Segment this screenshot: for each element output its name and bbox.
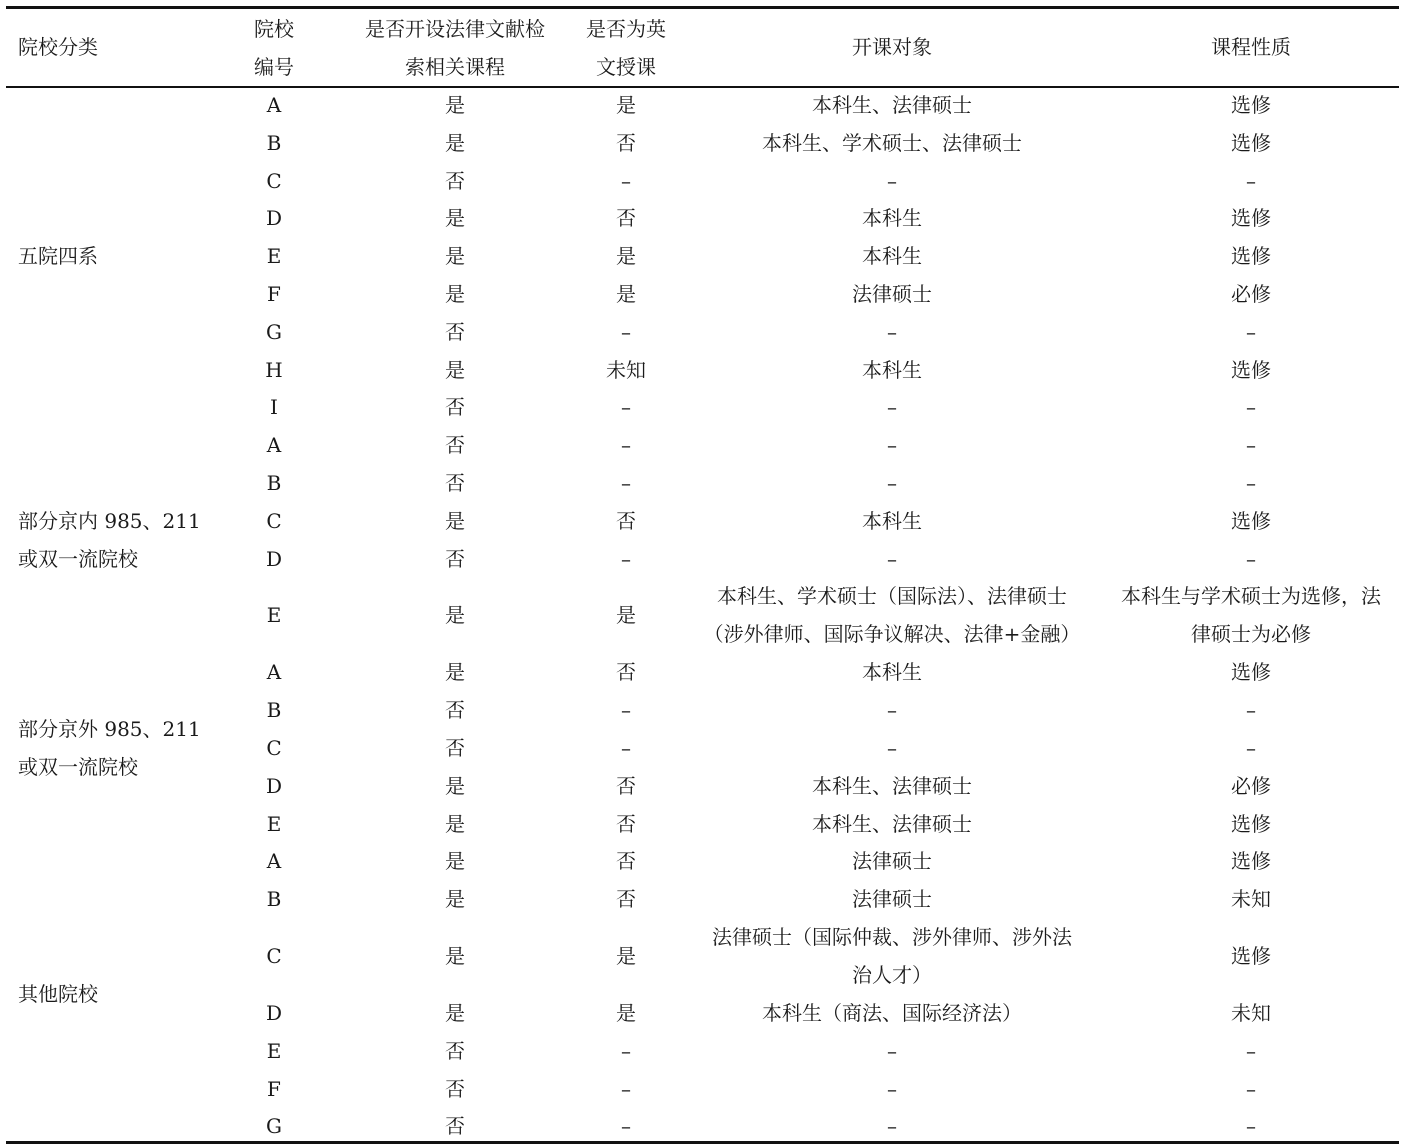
cell-code: E — [266, 603, 282, 628]
cell-english: 是 — [616, 244, 636, 269]
cell-offered: 是 — [445, 281, 465, 306]
category-label-line: 部分京外 985、211 — [18, 716, 201, 741]
cell-english: 否 — [616, 887, 636, 912]
cell-offered: 否 — [445, 319, 465, 344]
cell-audience — [690, 842, 1094, 880]
cell-audience — [690, 540, 1094, 578]
cell-nature-line: 选修 — [1231, 811, 1271, 836]
cell-nature — [1100, 653, 1401, 691]
cell-english: – — [621, 319, 631, 344]
cell-nature — [1100, 880, 1401, 918]
cell-audience-line: – — [887, 168, 897, 193]
cell-nature-line: 选修 — [1231, 849, 1271, 874]
cell-audience-line: 本科生、法律硕士 — [812, 92, 972, 117]
cell-nature-line: 选修 — [1231, 508, 1271, 533]
cell-audience-line: – — [887, 319, 897, 344]
cell-audience-line: 本科生 — [862, 206, 922, 231]
cell-nature — [1100, 275, 1401, 313]
cell-nature-line: – — [1246, 395, 1256, 420]
cell-offered: 是 — [445, 130, 465, 155]
cell-nature — [1100, 199, 1401, 237]
cell-code: G — [266, 319, 282, 344]
cell-nature-line: 律硕士为必修 — [1191, 622, 1311, 647]
cell-nature — [1100, 502, 1401, 540]
cell-audience — [690, 351, 1094, 389]
cell-english: – — [621, 168, 631, 193]
header-code-line-2: 编号 — [254, 55, 294, 79]
cell-code: B — [266, 130, 282, 155]
cell-audience-line: 治人才） — [852, 963, 932, 987]
cell-nature — [1100, 1107, 1401, 1145]
cell-nature — [1100, 540, 1401, 578]
cell-english: 是 — [616, 944, 636, 968]
cell-offered: 是 — [445, 206, 465, 231]
cell-audience-line: 本科生、法律硕士 — [812, 773, 972, 798]
cell-english: – — [621, 735, 631, 760]
cell-offered: 否 — [445, 1076, 465, 1101]
cell-offered: 是 — [445, 244, 465, 269]
cell-audience-line: 法律硕士 — [852, 281, 932, 306]
cell-audience-line: 本科生 — [862, 660, 922, 685]
cell-audience-line: 本科生、法律硕士 — [812, 811, 972, 836]
cell-english: 是 — [616, 603, 636, 628]
cell-nature — [1100, 1070, 1401, 1108]
cell-nature-line: – — [1246, 168, 1256, 193]
cell-audience — [690, 237, 1094, 275]
cell-code: G — [266, 1114, 282, 1139]
cell-audience-line: 本科生、学术硕士（国际法）、法律硕士 — [717, 584, 1067, 609]
cell-nature-line: 选修 — [1231, 244, 1271, 269]
cell-audience — [690, 1032, 1094, 1070]
cell-audience — [690, 767, 1094, 805]
cell-code: A — [266, 433, 282, 458]
header-audience-text: 开课对象 — [852, 35, 932, 59]
header-english-line-1: 是否为英 — [586, 17, 666, 41]
cell-nature-line: 未知 — [1231, 887, 1271, 912]
cell-offered: 是 — [445, 887, 465, 912]
cell-code: D — [265, 206, 283, 231]
header-nature-text: 课程性质 — [1211, 35, 1291, 59]
cell-nature — [1100, 1032, 1401, 1070]
cell-audience-line: 本科生 — [862, 357, 922, 382]
cell-code: F — [267, 281, 281, 306]
cell-audience-line: – — [887, 546, 897, 571]
cell-audience — [690, 313, 1094, 351]
cell-code: D — [265, 773, 283, 798]
cell-audience — [690, 577, 1094, 653]
cell-english: 否 — [616, 849, 636, 874]
cell-english: 否 — [616, 508, 636, 533]
category-label-line: 其他院校 — [18, 981, 98, 1006]
cell-offered: 否 — [445, 433, 465, 458]
cell-english: 未知 — [606, 357, 646, 382]
cell-audience — [690, 880, 1094, 918]
cell-english: 是 — [616, 281, 636, 306]
cell-audience-line: – — [887, 433, 897, 458]
cell-audience — [690, 464, 1094, 502]
cell-english: – — [621, 546, 631, 571]
cell-audience — [690, 275, 1094, 313]
cell-audience — [690, 1107, 1094, 1145]
cell-audience-line: – — [887, 735, 897, 760]
cell-nature-line: 选修 — [1231, 357, 1271, 382]
cell-english: – — [621, 433, 631, 458]
cell-nature-line: – — [1246, 433, 1256, 458]
header-offered-line-1: 是否开设法律文献检 — [365, 17, 545, 41]
cell-code: C — [266, 508, 282, 533]
cell-english: 是 — [616, 1000, 636, 1025]
cell-nature — [1100, 937, 1401, 975]
cell-offered: 是 — [445, 944, 465, 968]
cell-audience-line: 本科生 — [862, 244, 922, 269]
category-label — [18, 237, 98, 275]
cell-offered: 否 — [445, 168, 465, 193]
cell-nature-line: 选修 — [1231, 944, 1271, 968]
cell-nature — [1100, 805, 1401, 843]
cell-nature-line: – — [1246, 546, 1256, 571]
cell-nature-line: 必修 — [1231, 773, 1271, 798]
header-nature — [1100, 28, 1401, 66]
category-label-line: 或双一流院校 — [18, 754, 138, 779]
header-offered-line-2: 索相关课程 — [405, 55, 505, 79]
cell-nature — [1100, 767, 1401, 805]
cell-english: 是 — [616, 92, 636, 117]
cell-audience — [690, 426, 1094, 464]
cell-audience — [690, 124, 1094, 162]
cell-audience — [690, 162, 1094, 200]
cell-offered: 否 — [445, 698, 465, 723]
cell-audience — [690, 994, 1094, 1032]
cell-audience — [690, 388, 1094, 426]
cell-english: 否 — [616, 206, 636, 231]
cell-nature-line: – — [1246, 470, 1256, 495]
cell-audience — [690, 805, 1094, 843]
cell-audience — [690, 199, 1094, 237]
cell-audience — [690, 729, 1094, 767]
category-label — [18, 975, 98, 1013]
cell-code: C — [266, 735, 282, 760]
header-category-text: 院校分类 — [18, 35, 98, 59]
cell-english: – — [621, 395, 631, 420]
cell-code: I — [270, 395, 278, 420]
category-label — [18, 502, 201, 578]
cell-english: – — [621, 1038, 631, 1063]
cell-code: A — [266, 660, 282, 685]
cell-code: H — [265, 357, 283, 382]
cell-audience — [690, 653, 1094, 691]
cell-nature — [1100, 842, 1401, 880]
cell-nature-line: 选修 — [1231, 660, 1271, 685]
cell-offered: 否 — [445, 735, 465, 760]
header-code-line-1: 院校 — [254, 17, 294, 41]
cell-audience — [690, 1070, 1094, 1108]
category-label — [18, 710, 201, 786]
cell-nature-line: 本科生与学术硕士为选修，法 — [1121, 584, 1381, 609]
cell-nature-line: 选修 — [1231, 206, 1271, 231]
cell-english: 否 — [616, 130, 636, 155]
cell-nature — [1100, 162, 1401, 200]
cell-audience-line: – — [887, 1114, 897, 1139]
cell-nature — [1100, 994, 1401, 1032]
cell-code: E — [266, 811, 282, 836]
cell-code: C — [266, 944, 282, 968]
header-offered — [345, 10, 565, 86]
cell-audience-line: 法律硕士 — [852, 849, 932, 874]
cell-nature — [1100, 464, 1401, 502]
cell-code: D — [265, 1000, 283, 1025]
cell-code: B — [266, 698, 282, 723]
cell-code: B — [266, 470, 282, 495]
cell-english: – — [621, 1076, 631, 1101]
cell-code: C — [266, 168, 282, 193]
cell-offered: 是 — [445, 357, 465, 382]
cell-nature — [1100, 124, 1401, 162]
cell-nature — [1100, 426, 1401, 464]
cell-nature — [1100, 313, 1401, 351]
cell-audience-line: 法律硕士 — [852, 887, 932, 912]
cell-audience — [690, 691, 1094, 729]
cell-nature — [1100, 691, 1401, 729]
cell-english: 否 — [616, 660, 636, 685]
cell-code: E — [266, 1038, 282, 1063]
cell-nature-line: – — [1246, 735, 1256, 760]
cell-nature-line: 选修 — [1231, 130, 1271, 155]
header-english-line-2: 文授课 — [596, 55, 656, 79]
cell-audience — [690, 86, 1094, 124]
cell-audience-line: – — [887, 470, 897, 495]
header-audience — [690, 28, 1094, 66]
cell-audience — [690, 502, 1094, 540]
cell-offered: 是 — [445, 603, 465, 628]
cell-code: A — [266, 849, 282, 874]
cell-offered: 是 — [445, 508, 465, 533]
header-code — [224, 10, 324, 86]
cell-audience-line: 法律硕士（国际仲裁、涉外律师、涉外法 — [712, 925, 1072, 949]
cell-nature — [1100, 577, 1401, 653]
cell-offered: 是 — [445, 1000, 465, 1025]
cell-english: – — [621, 470, 631, 495]
cell-english: 否 — [616, 811, 636, 836]
header-category — [18, 28, 98, 66]
cell-audience-line: 本科生（商法、国际经济法） — [762, 1000, 1022, 1025]
cell-english: 否 — [616, 773, 636, 798]
cell-nature-line: – — [1246, 1076, 1256, 1101]
header-english — [566, 10, 686, 86]
cell-nature — [1100, 729, 1401, 767]
cell-audience-line: 本科生 — [862, 508, 922, 533]
cell-audience-line: 本科生、学术硕士、法律硕士 — [762, 130, 1022, 155]
cell-nature-line: – — [1246, 319, 1256, 344]
category-label-line: 或双一流院校 — [18, 546, 138, 571]
cell-offered: 是 — [445, 773, 465, 798]
cell-nature — [1100, 351, 1401, 389]
cell-nature-line: – — [1246, 1114, 1256, 1139]
cell-code: E — [266, 244, 282, 269]
cell-code: A — [266, 92, 282, 117]
cell-offered: 否 — [445, 1114, 465, 1139]
cell-offered: 是 — [445, 660, 465, 685]
cell-nature-line: 必修 — [1231, 281, 1271, 306]
cell-audience — [690, 918, 1094, 994]
cell-offered: 是 — [445, 849, 465, 874]
cell-audience-line: （涉外律师、国际争议解决、法律+金融） — [703, 622, 1081, 647]
table-top-rule — [6, 6, 1399, 9]
cell-nature-line: – — [1246, 698, 1256, 723]
cell-code: F — [267, 1076, 281, 1101]
cell-english: – — [621, 698, 631, 723]
cell-audience-line: – — [887, 698, 897, 723]
cell-offered: 否 — [445, 546, 465, 571]
cell-nature — [1100, 388, 1401, 426]
cell-offered: 否 — [445, 470, 465, 495]
cell-code: D — [265, 546, 283, 571]
cell-offered: 否 — [445, 395, 465, 420]
cell-offered: 否 — [445, 1038, 465, 1063]
category-label-line: 部分京内 985、211 — [18, 508, 201, 533]
cell-code: B — [266, 887, 282, 912]
cell-nature — [1100, 86, 1401, 124]
cell-audience-line: – — [887, 1076, 897, 1101]
cell-offered: 是 — [445, 811, 465, 836]
cell-audience-line: – — [887, 1038, 897, 1063]
cell-nature-line: 选修 — [1231, 92, 1271, 117]
cell-nature — [1100, 237, 1401, 275]
cell-english: – — [621, 1114, 631, 1139]
cell-offered: 是 — [445, 92, 465, 117]
category-label-line: 五院四系 — [18, 244, 98, 269]
cell-audience-line: – — [887, 395, 897, 420]
cell-nature-line: – — [1246, 1038, 1256, 1063]
cell-nature-line: 未知 — [1231, 1000, 1271, 1025]
